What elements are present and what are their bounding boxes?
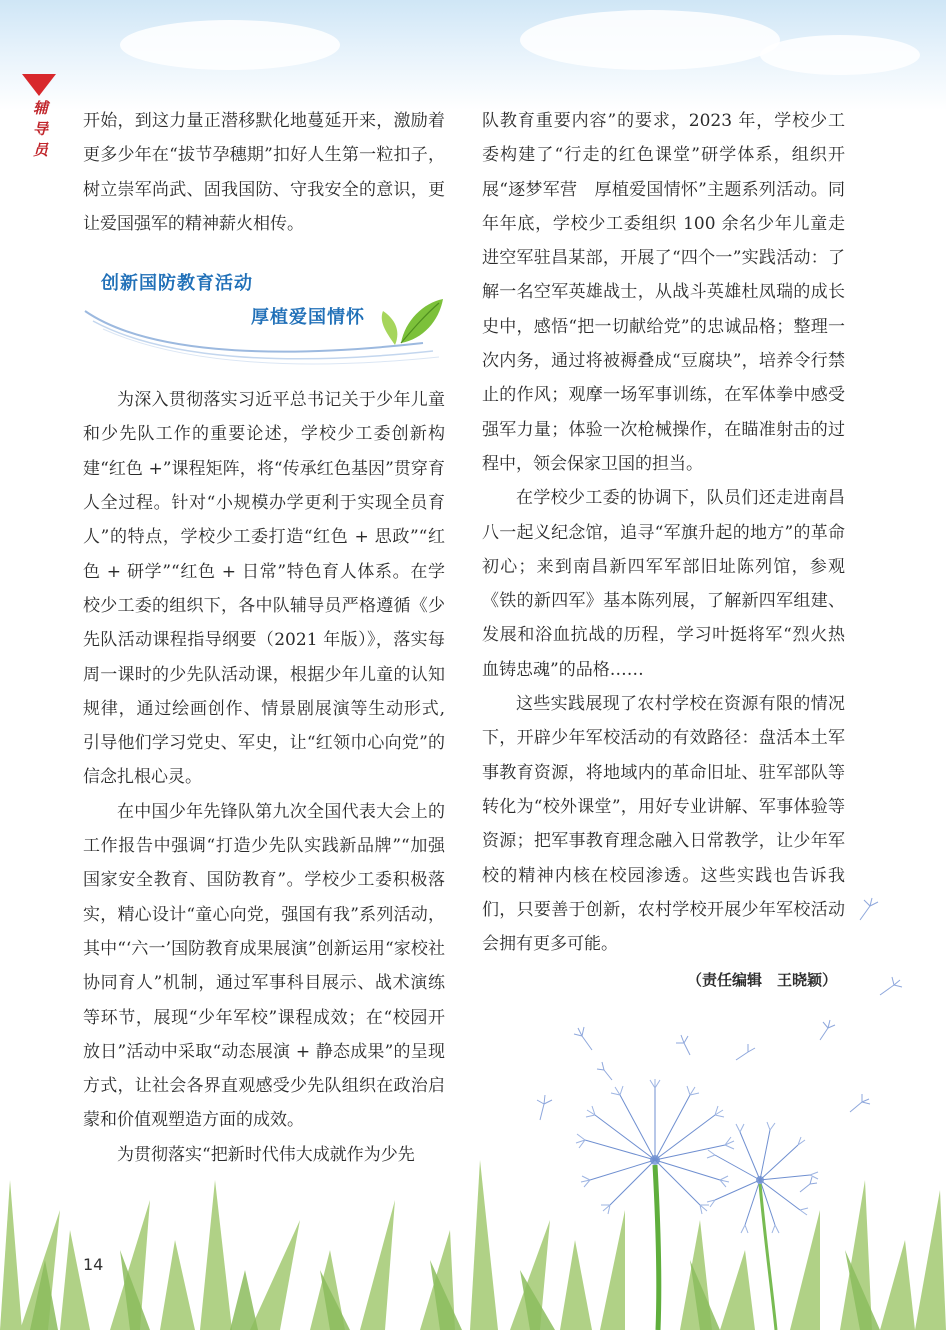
dandelion-illustration	[537, 898, 902, 1233]
paragraph: 为贯彻落实“把新时代伟大成就作为少先	[117, 1144, 415, 1165]
triangle-corner-icon	[22, 74, 56, 96]
cloud	[120, 20, 340, 70]
paragraph: 队教育重要内容”的要求，2023 年，学校少工委构建了“行走的红色课堂”研学体系，组织开展“逐梦军营 厚植爱国情怀”主题系列活动。同年年底，学校少工委组织 100 余名少年儿童走进空军驻昌某部，开展了“四个一”实践活动：了解一名空军英雄战士，从战斗英雄杜凤瑞的成长史中，感悟“把一切献给党”的忠诚品格；整理一次内务，通过将被褥叠成“豆腐块”，培养令行禁止的作风；观摩一场军事训练，在军体拳中感受强军力量；体验一次枪械操作，在瞄准射击的过程中，领会保家卫国的担当。	[482, 111, 845, 474]
paragraph: 在学校少工委的协调下，队员们还走进南昌八一起义纪念馆，追寻“军旗升起的地方”的革命初心；来到南昌新四军军部旧址陈列馆，参观《铁的新四军》基本陈列展，了解新四军组建、发展和浴血抗战的历程，学习叶挺将军“烈火热血铸忠魂”的品格……	[482, 488, 845, 680]
cloud	[760, 35, 920, 75]
sky-background	[0, 0, 946, 110]
page-number: 14	[83, 1255, 104, 1274]
section-heading	[83, 263, 445, 373]
grass-illustration	[0, 880, 946, 1330]
section-title-line2: 厚植爱国情怀	[251, 307, 365, 329]
paragraph: 这些实践展现了农村学校在资源有限的情况下，开辟少年军校活动的有效路径：盘活本土军事教育资源，将地域内的革命旧址、驻军部队等转化为“校外课堂”，用好专业讲解、军事体验等资源；把军事教育理念融入日常教学，让少年军校的精神内核在校园渗透。这些实践也告诉我们，只要善于创新，农村学校开展少年军校活动会拥有更多可能。	[482, 694, 845, 955]
right-column	[482, 104, 845, 998]
cloud	[520, 10, 780, 70]
paragraph: 开始，到这力量正潜移默化地蔓延开来，激励着更多少年在“拔节孕穗期”扣好人生第一粒扣子，树立崇军尚武、固我国防、守我安全的意识，更让爱国强军的精神薪火相传。	[83, 111, 445, 234]
side-brand-logo: 辅导员	[31, 100, 49, 163]
paragraph: 为深入贯彻落实习近平总书记关于少年儿童和少先队工作的重要论述，学校少工委创新构建“红色 +”课程矩阵，将“传承红色基因”贯穿育人全过程。针对“小规模办学更利于实现全员育人”的特点，学校少工委打造“红色 + 思政”“红色 + 研学”“红色 + 日常”特色育人体系。在学校少工委的组织下，各中队辅导员严格遵循《少先队活动课程指导纲要（2021 年版）》，落实每周一课时的少先队活动课，根据少年儿童的认知规律，通过绘画创作、情景剧展演等生动形式,引导他们学习党史、军史，让“红领巾心向党”的信念扎根心灵。	[83, 390, 445, 788]
paragraph: 在中国少年先锋队第九次全国代表大会上的工作报告中强调“打造少先队实践新品牌”“加强国家安全教育、国防教育”。学校少工委积极落实，精心设计“童心向党，强国有我”系列活动，其中“‘六一’国防教育成果展演”创新运用“家校社协同育人”机制，通过军事科目展示、战术演练等环节，展现“少年军校”课程成效；在“校园开放日”活动中采取“动态展演 + 静态成果”的呈现方式，让社会各界直观感受少先队组织在政治启蒙和价值观塑造方面的成效。	[83, 801, 445, 1131]
leaf-icon	[382, 299, 443, 345]
section-title-line1: 创新国防教育活动	[101, 273, 253, 295]
editor-credit: （责任编辑 王晓颖）	[686, 971, 837, 990]
